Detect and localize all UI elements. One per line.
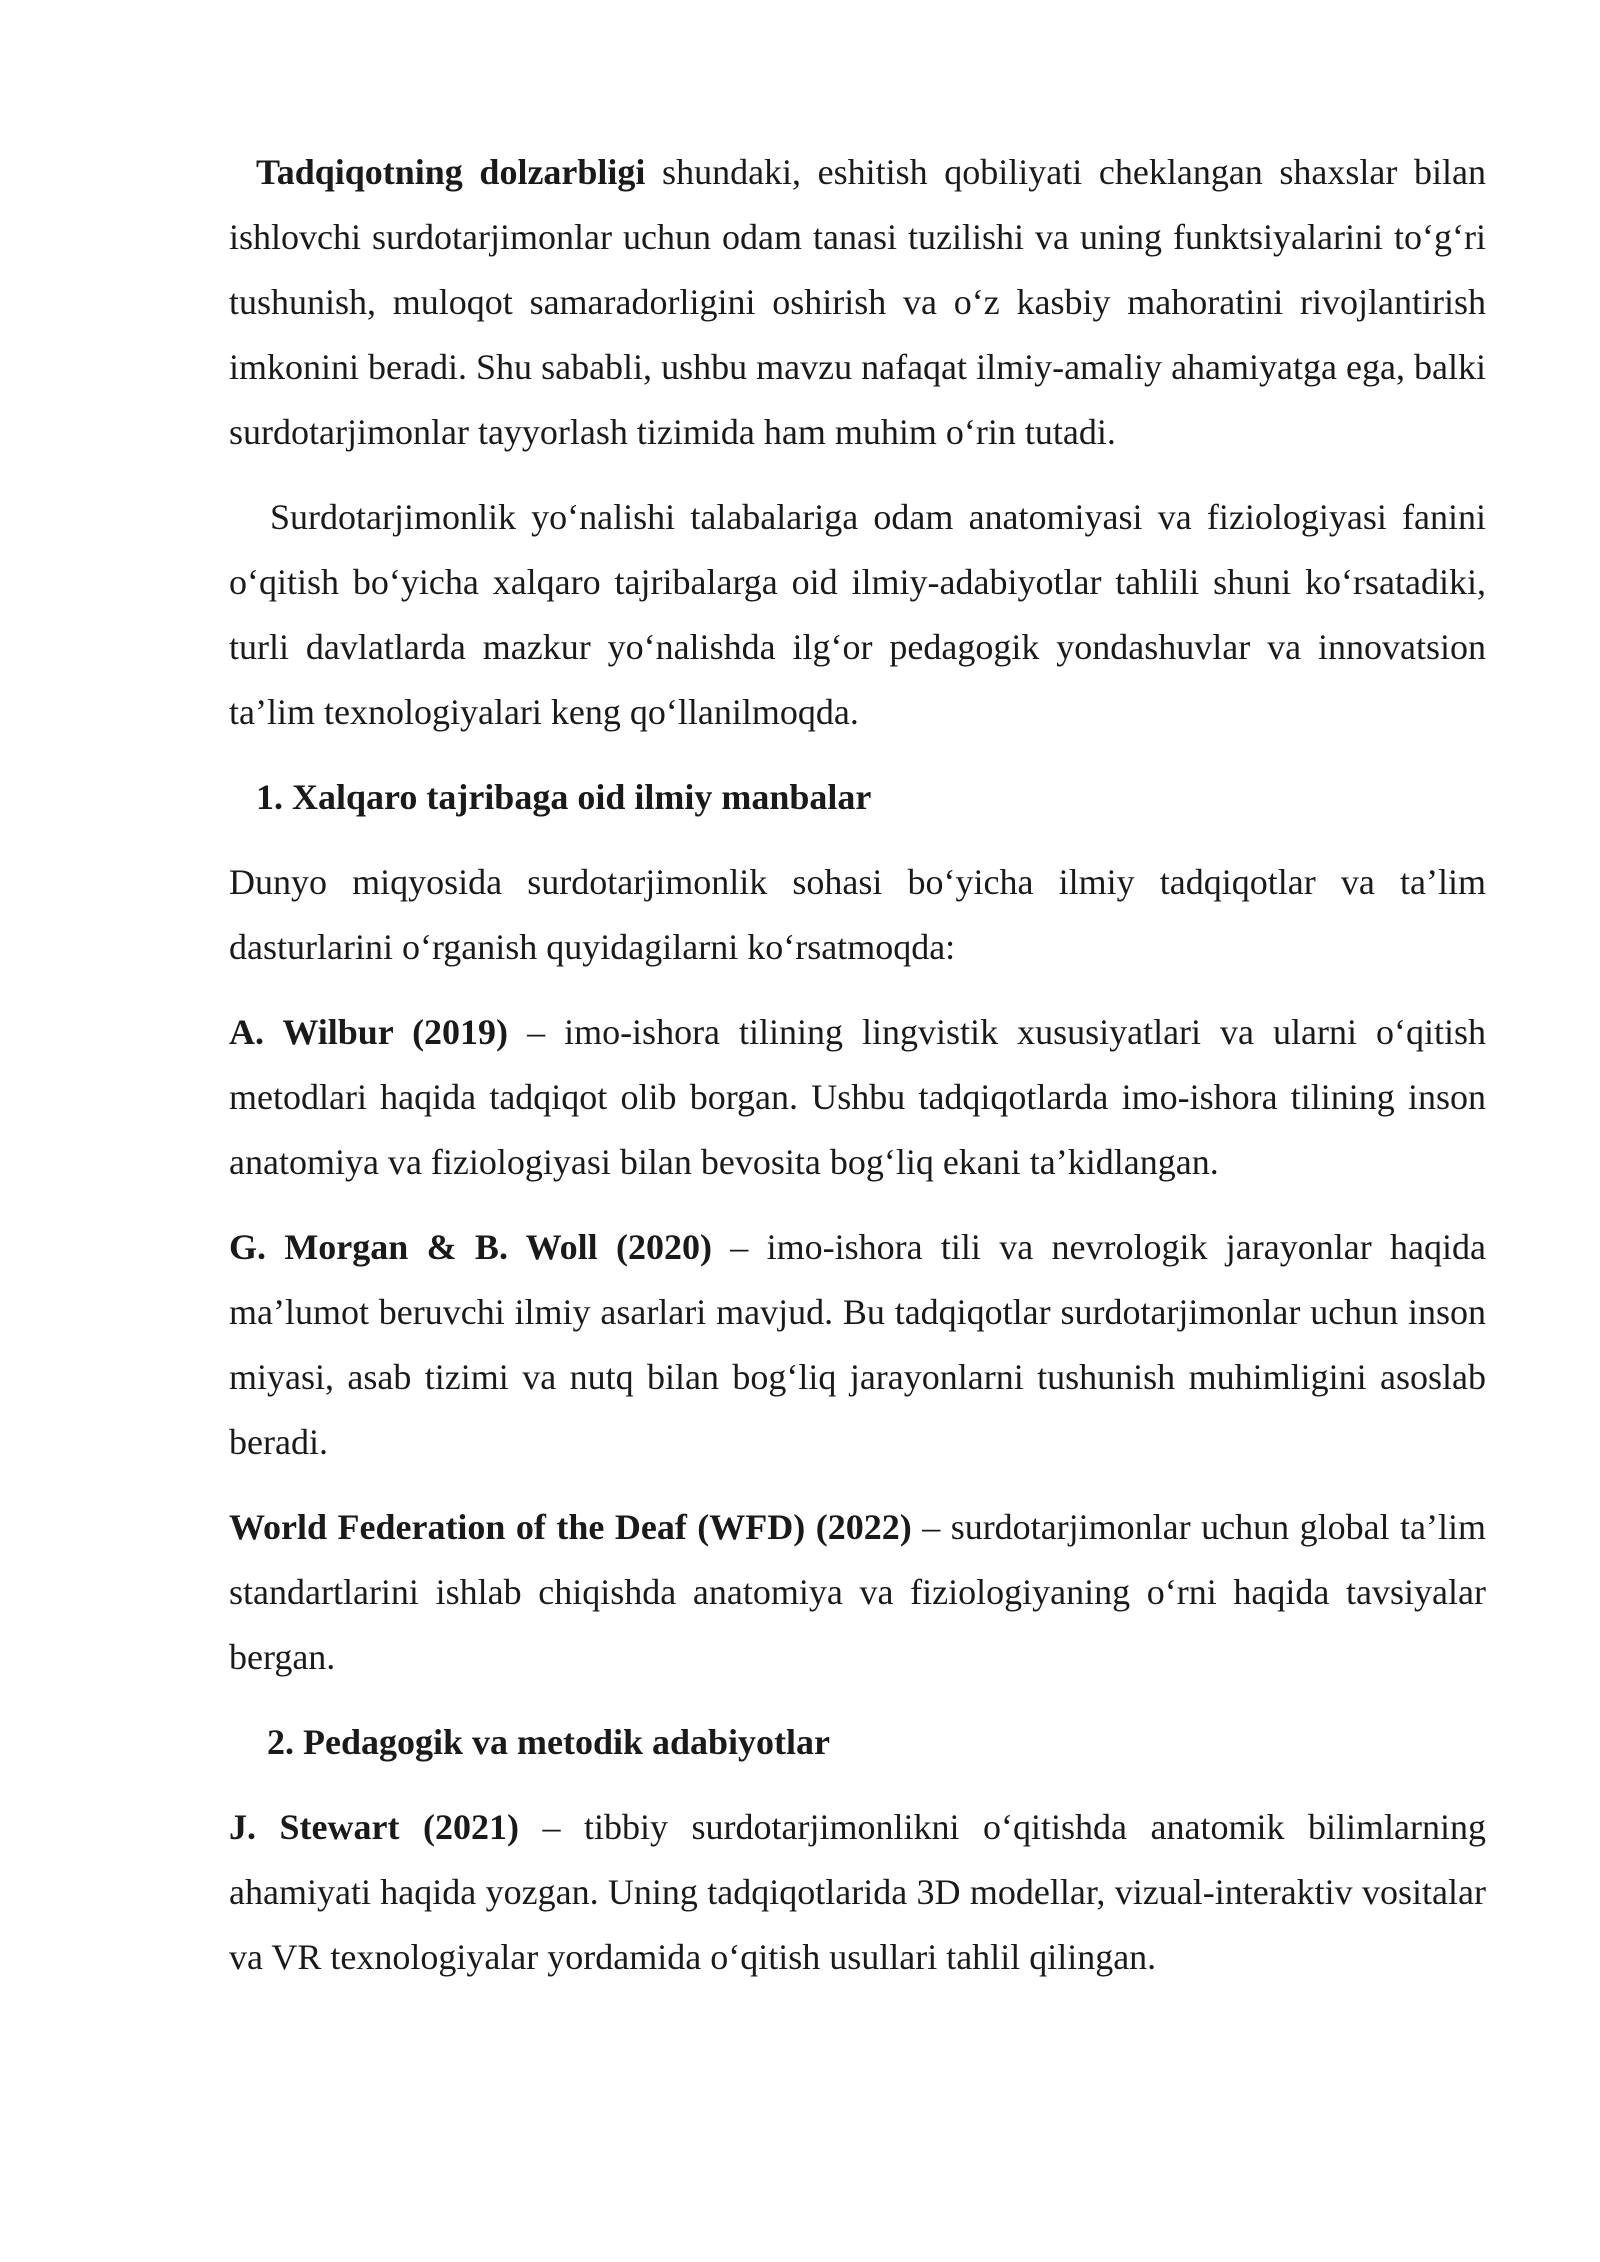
document-page: [229, 140, 1486, 2010]
entry-text: – tibbiy surdotarjimonlikni o‘qitishda anatomik bilimlarning ahamiyati haqida yozgan. Uning tadqiqotlarida 3D modellar, vizual-interaktiv vositalar va VR texnologiyalar yordamida o‘qitish usullari tahlil qilingan.: [229, 1807, 1486, 1977]
intro-text: shundaki, eshitish qobiliyati cheklangan shaxslar bilan ishlovchi surdotarjimonlar uchun odam tanasi tuzilishi va uning funktsiyalarini to‘g‘ri tushunish, muloqot samaradorligini oshirish va o‘z kasbiy mahoratini rivojlantirish imkonini beradi. Shu sababli, ushbu mavzu nafaqat ilmiy-amaliy ahamiyatga ega, balki surdotarjimonlar tayyorlash tizimida ham muhim o‘rin tutadi.: [229, 152, 1486, 452]
entry-author: J. Stewart (2021): [229, 1807, 519, 1847]
reference-entry-wfd: [229, 1495, 1486, 1690]
intro-paragraph: [229, 140, 1486, 465]
reference-entry-morgan-woll: [229, 1215, 1486, 1475]
intro-lead: Tadqiqotning dolzarbligi: [256, 152, 646, 192]
entry-text: – imo-ishora tili va nevrologik jarayonlar haqida ma’lumot beruvchi ilmiy asarlari mavjud. Bu tadqiqotlar surdotarjimonlar uchun inson miyasi, asab tizimi va nutq bilan bog‘liq jarayonlarni tushunish muhimligini asoslab beradi.: [229, 1227, 1486, 1462]
entry-author: A. Wilbur (2019): [229, 1012, 509, 1052]
reference-entry-wilbur: [229, 1000, 1486, 1195]
reference-entry-stewart: [229, 1795, 1486, 1990]
section-heading-1: 1. Xalqaro tajribaga oid ilmiy manbalar: [256, 777, 872, 817]
section1-intro: Dunyo miqyosida surdotarjimonlik sohasi bo‘yicha ilmiy tadqiqotlar va ta’lim dasturlarini o‘rganish quyidagilarni ko‘rsatmoqda:: [229, 862, 1486, 967]
entry-text: – imo-ishora tilining lingvistik xususiyatlari va ularni o‘qitish metodlari haqida tadqiqot olib borgan. Ushbu tadqiqotlarda imo-ishora tilining inson anatomiya va fiziologiyasi bilan bevosita bog‘liq ekani ta’kidlangan.: [229, 1012, 1486, 1182]
entry-text: – surdotarjimonlar uchun global ta’lim standartlarini ishlab chiqishda anatomiya va fiziologiyaning o‘rni haqida tavsiyalar bergan.: [229, 1507, 1486, 1677]
entry-author: World Federation of the Deaf (WFD) (2022): [229, 1507, 912, 1547]
section-heading-2: 2. Pedagogik va metodik adabiyotlar: [267, 1722, 831, 1762]
entry-author: G. Morgan & B. Woll (2020): [229, 1227, 712, 1267]
paragraph-literature-review: Surdotarjimonlik yo‘nalishi talabalariga odam anatomiyasi va fiziologiyasi fanini o‘qitish bo‘yicha xalqaro tajribalarga oid ilmiy-adabiyotlar tahlili shuni ko‘rsatadiki, turli davlatlarda mazkur yo‘nalishda ilg‘or pedagogik yondashuvlar va innovatsion ta’lim texnologiyalari keng qo‘llanilmoqda.: [229, 497, 1486, 732]
